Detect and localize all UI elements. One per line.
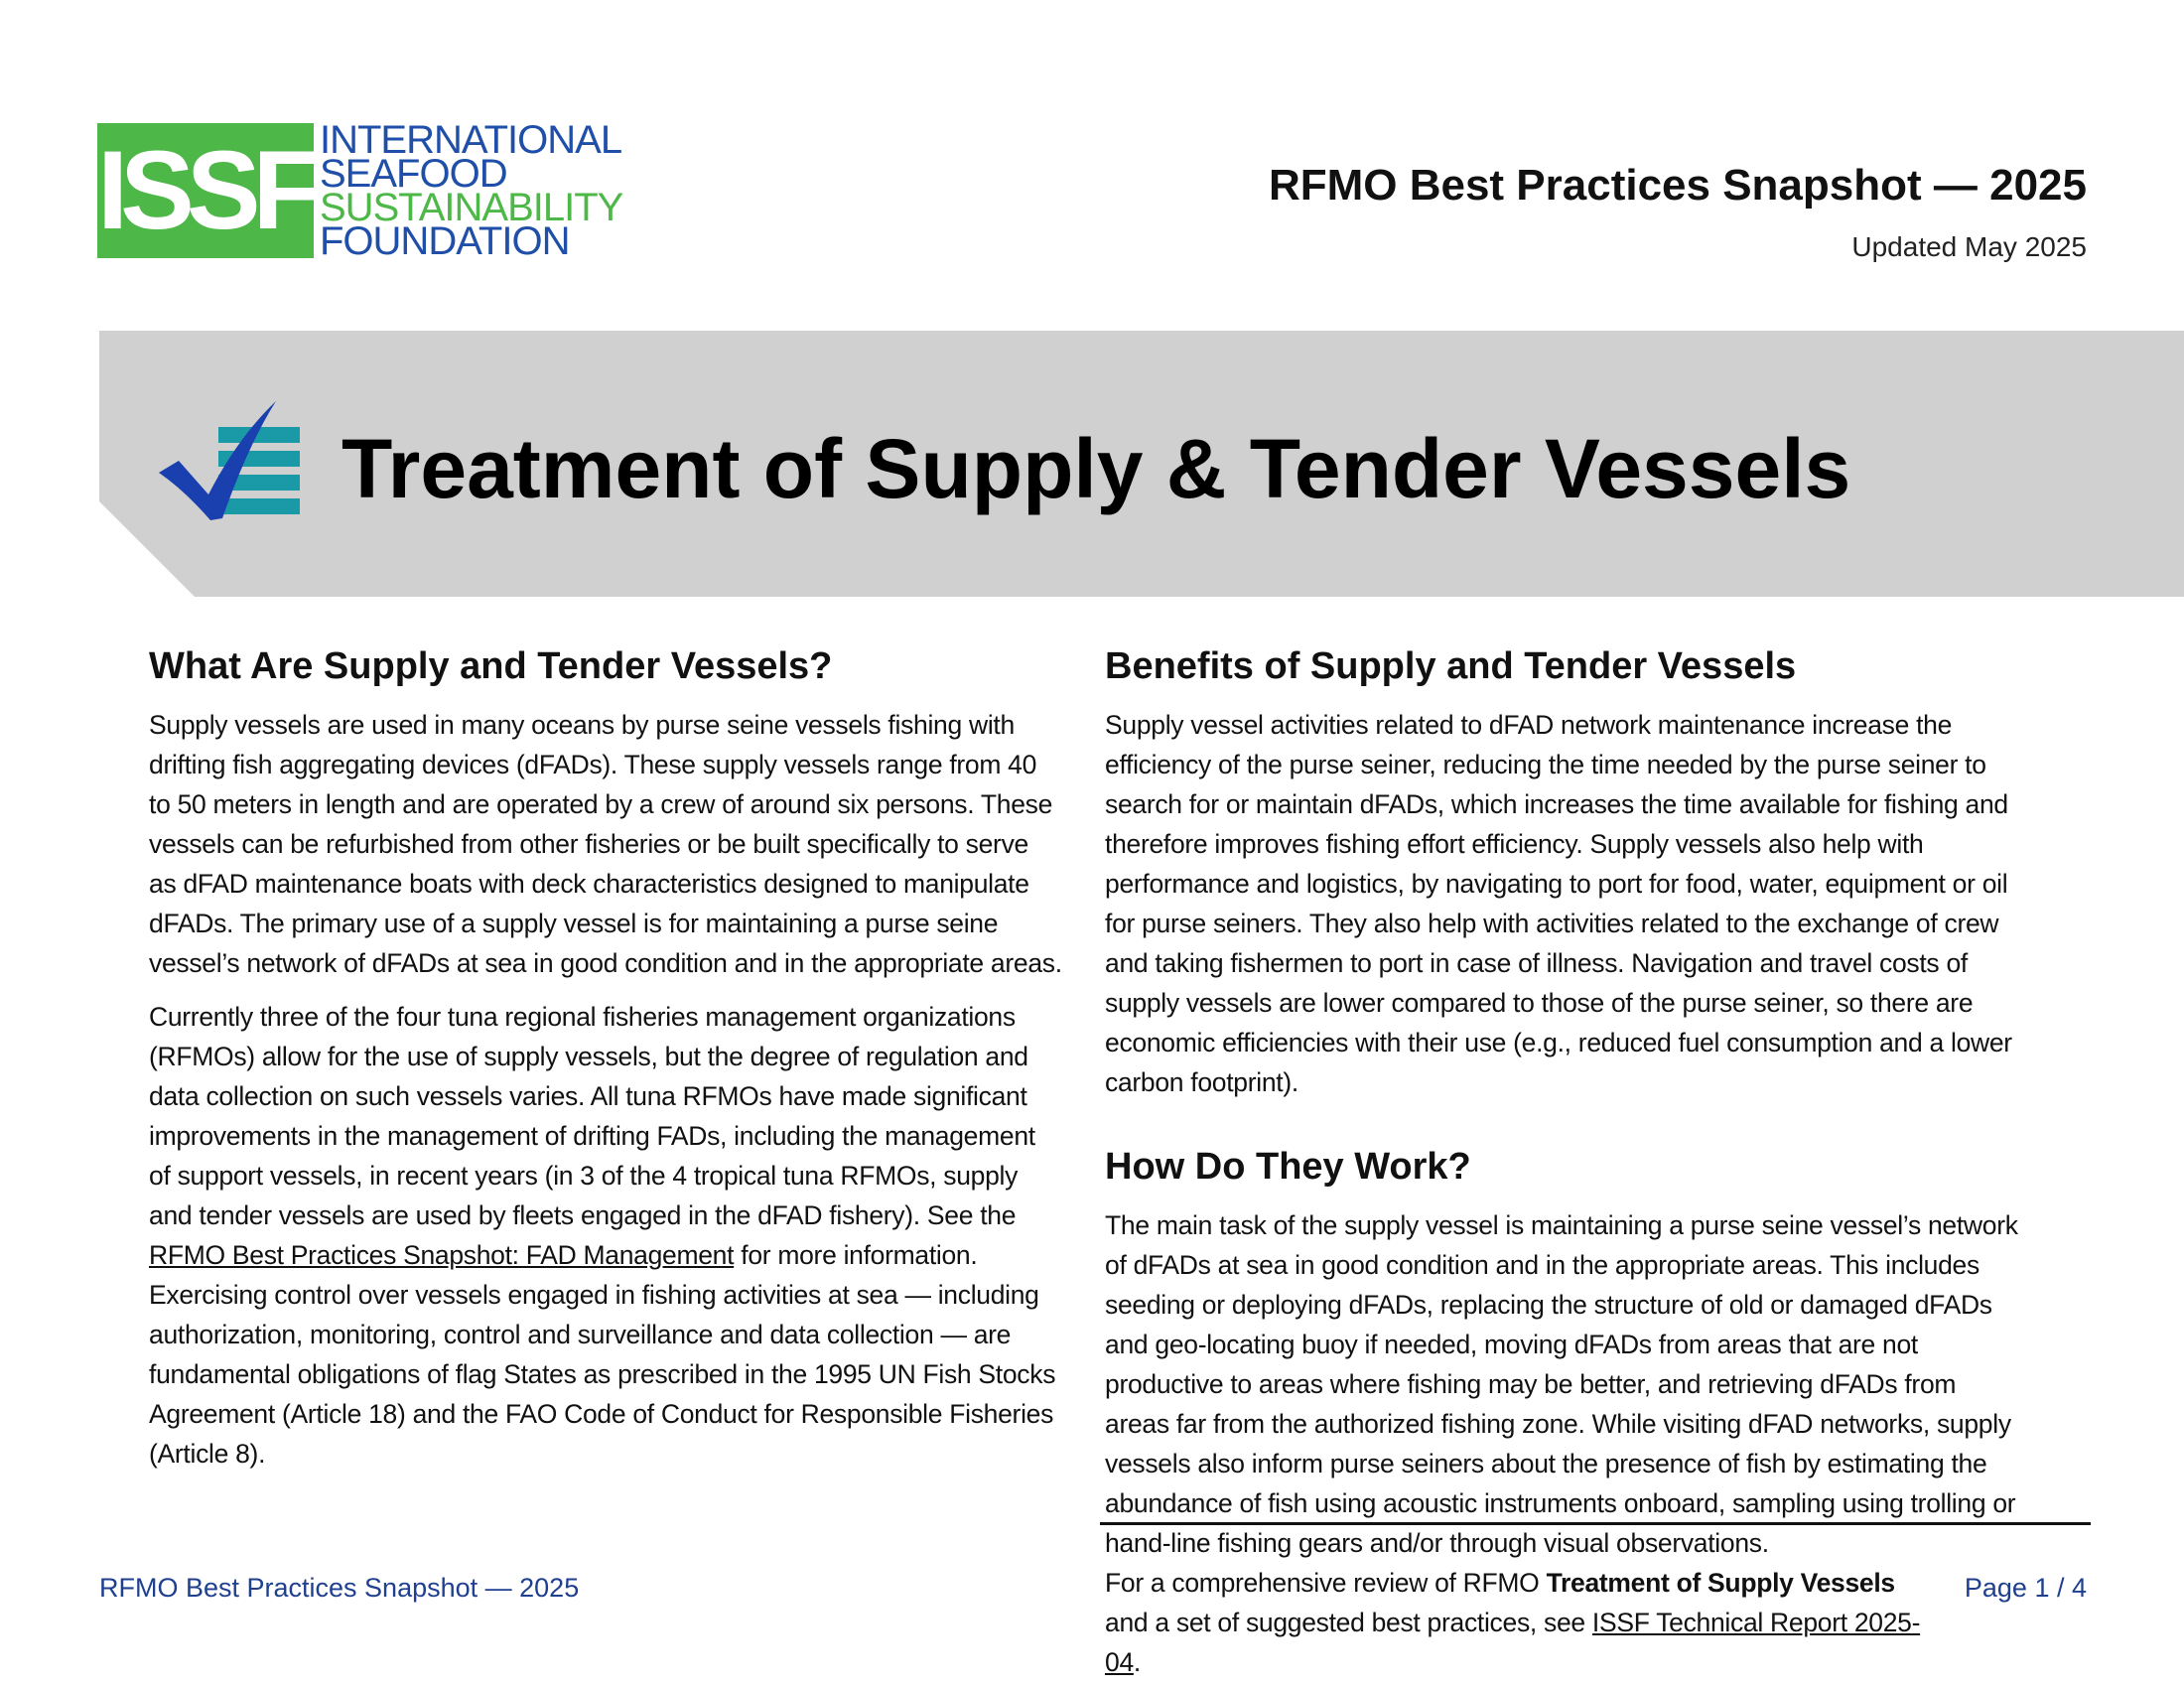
- logo-line-2: SEAFOOD: [320, 152, 507, 196]
- what-paragraph-1: Supply vessels are used in many oceans by purse seine vessels fishing with drifting fish aggregating devices (dFADs). These supply vessels range from 40 to 50 meters in length and are operated by a crew of around six persons. These vessels can be refurbished from other fisheries or be built specifically to serve as dFAD maintenance boats with deck characteristics designed to manipulate dFADs. The primary use of a supply vessel is for maintaining a purse seine vessel’s network of dFADs at sea in good condition and in the appropriate areas.: [149, 710, 1062, 978]
- issf-logo: [97, 118, 623, 263]
- footer-divider: [1100, 1522, 2091, 1525]
- fad-management-link[interactable]: RFMO Best Practices Snapshot: FAD Management: [149, 1240, 735, 1270]
- logo-wordmark: [320, 118, 623, 263]
- logo-line-4: FOUNDATION: [320, 219, 570, 263]
- right-column: [1105, 643, 2018, 1577]
- what-paragraph-2: [149, 997, 1062, 1474]
- footer-note-suffix: .: [1133, 1647, 1141, 1677]
- footer-note-bold: Treatment of Supply Vessels: [1546, 1568, 1895, 1598]
- section-heading-how: How Do They Work?: [1105, 1146, 1471, 1188]
- updated-date: Updated May 2025: [1851, 231, 2087, 262]
- section-heading-what: What Are Supply and Tender Vessels?: [149, 645, 833, 687]
- footer-publication: RFMO Best Practices Snapshot — 2025: [99, 1573, 580, 1603]
- footer-note-middle: and a set of suggested best practices, see: [1105, 1608, 1592, 1637]
- what-paragraph-2-text-a: Currently three of the four tuna regional fisheries management organizations (RFMOs) allow for the use of supply vessels, but the degree of regulation and data collection on such vessels varies. All tuna RFMOs have made significant improvements in the management of drifting FADs, including the management of support vessels, in recent years (in 3 of the 4 tropical tuna RFMOs, supply and tender vessels are used by fleets engaged in the dFAD fishery). See the: [149, 1002, 1035, 1230]
- logo-line-1: INTERNATIONAL: [320, 118, 622, 162]
- page-number: Page 1 / 4: [1964, 1573, 2087, 1603]
- footer-note-prefix: For a comprehensive review of RFMO: [1105, 1568, 1547, 1598]
- checklist-check-icon: [157, 399, 302, 522]
- how-paragraph: The main task of the supply vessel is maintaining a purse seine vessel’s network of dFADs at sea in good condition and in the appropriate areas. This includes seeding or deploying dFADs, replacing the structure of old or damaged dFADs and geo-locating buoy if needed, moving dFADs from areas that are not productive to areas where fishing may be better, and retrieving dFADs from areas far from the authorized fishing zone. While visiting dFAD networks, supply vessels also inform purse seiners about the presence of fish by estimating the abundance of fish using acoustic instruments onboard, sampling using trolling or hand-line fishing gears and/or through visual observations.: [1105, 1210, 2018, 1558]
- technical-report-link[interactable]: ISSF Technical Report 2025-04: [1105, 1608, 1921, 1677]
- benefits-paragraph: Supply vessel activities related to dFAD network maintenance increase the efficiency of the purse seiner, reducing the time needed by the purse seiner to search for or maintain dFADs, which increases the time available for fishing and therefore improves fishing effort efficiency. Supply vessels also help with performance and logistics, by navigating to port for food, water, equipment or oil for purse seiners. They also help with activities related to the exchange of crew and taking fishermen to port in case of illness. Navigation and travel costs of supply vessels are lower compared to those of the purse seiner, so there are economic efficiencies with their use (e.g., reduced fuel consumption and a lower carbon footprint).: [1105, 710, 2012, 1097]
- left-column: [149, 643, 1062, 1487]
- what-paragraph-2-text-b: for more information. Exercising control over vessels engaged in fishing activities at sea — including authorization, monitoring, control and surveillance and data collection — are fundamental obligations of flag States as prescribed in the 1995 UN Fish Stocks Agreement (Article 18) and the FAO Code of Conduct for Responsible Fisheries (Article 8).: [149, 1240, 1056, 1469]
- logo-mark: ISSF: [97, 123, 314, 258]
- document-title: RFMO Best Practices Snapshot — 2025: [1268, 161, 2087, 210]
- page-title: Treatment of Supply & Tender Vessels: [341, 422, 1851, 515]
- footer-note: [1105, 1563, 1939, 1682]
- logo-line-3: SUSTAINABILITY: [320, 186, 623, 229]
- section-heading-benefits: Benefits of Supply and Tender Vessels: [1105, 645, 1797, 687]
